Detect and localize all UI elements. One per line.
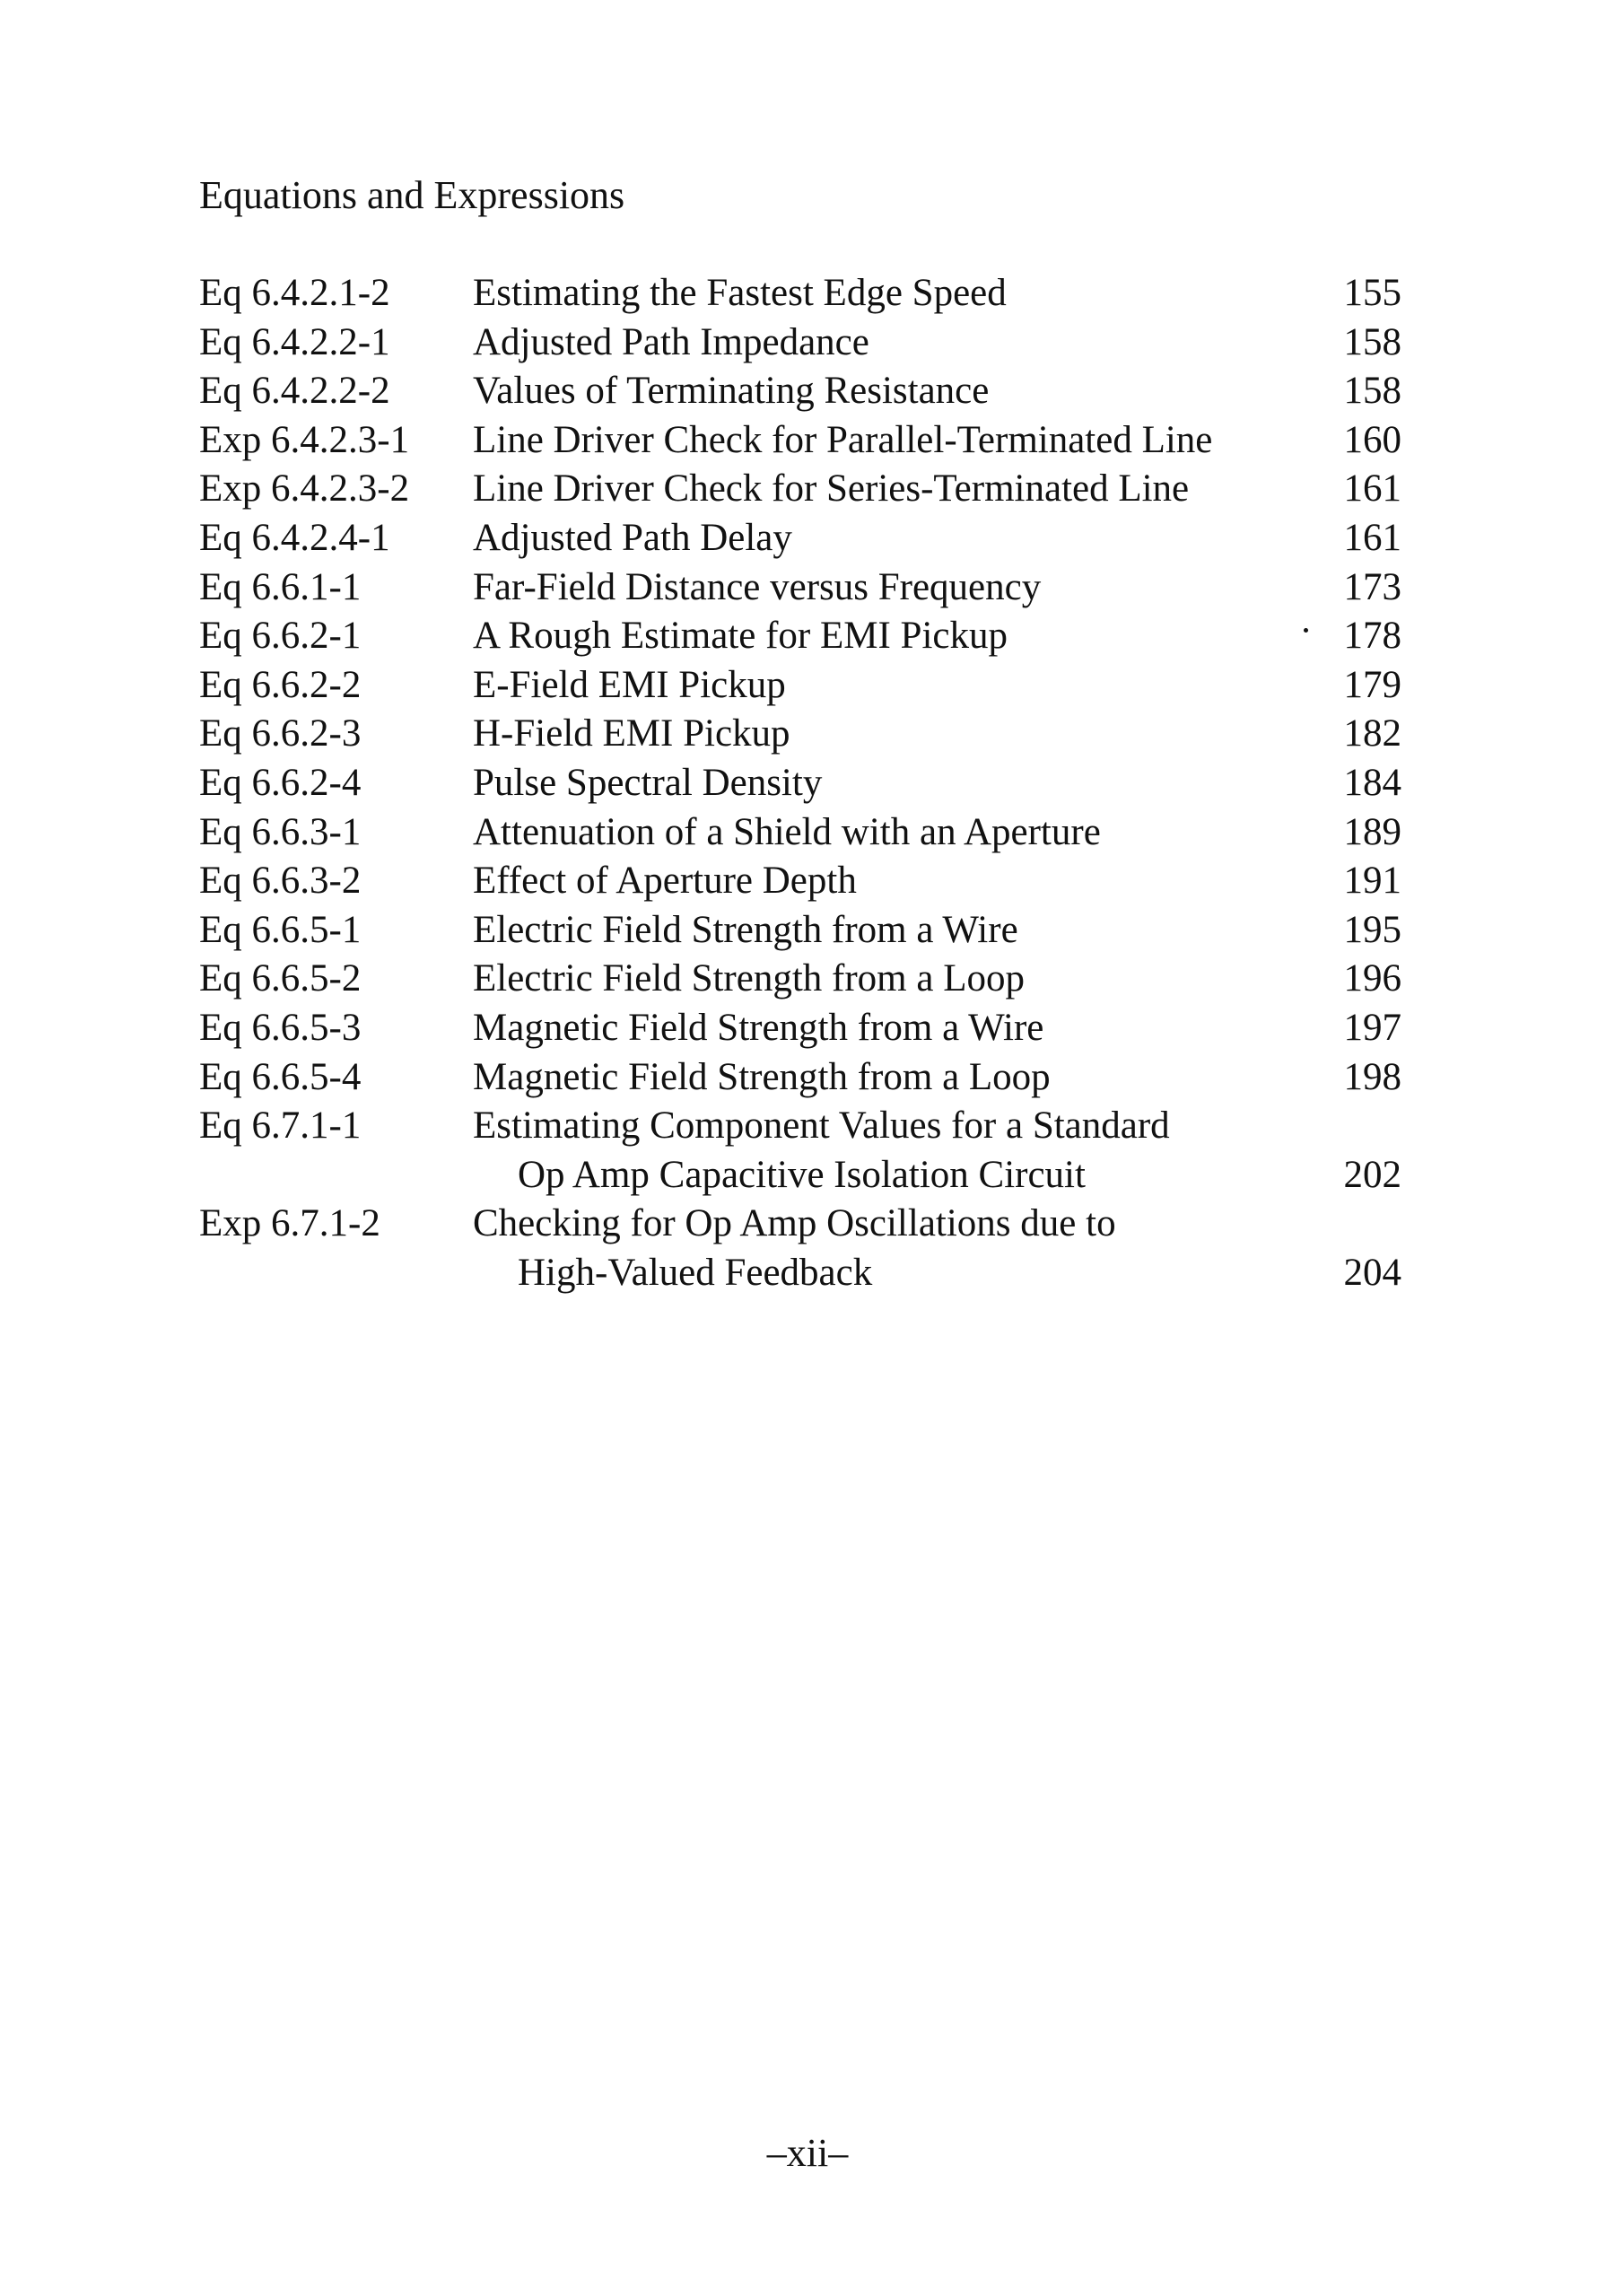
equation-id: Eq 6.6.2-2: [199, 663, 362, 706]
list-item: [199, 857, 1401, 906]
equation-title: Line Driver Check for Parallel-Terminated Line: [473, 418, 1213, 461]
equation-title: A Rough Estimate for EMI Pickup: [473, 615, 1008, 658]
equation-title: Magnetic Field Strength from a Loop: [473, 1055, 1051, 1098]
equation-title: Electric Field Strength from a Wire: [473, 908, 1018, 951]
equation-id: Eq 6.4.2.2-2: [199, 370, 390, 413]
list-item: [199, 1200, 1401, 1249]
page-number: 198: [1343, 1055, 1401, 1098]
list-item: [199, 269, 1401, 319]
page-number: 158: [1343, 320, 1401, 363]
list-item: [199, 955, 1401, 1004]
equation-title: Estimating Component Values for a Standard: [473, 1104, 1170, 1148]
equation-id: Eq 6.6.3-2: [199, 860, 362, 903]
page-number: 155: [1343, 272, 1401, 314]
equation-title: Magnetic Field Strength from a Wire: [473, 1006, 1044, 1049]
equation-id: Eq 6.4.2.1-2: [199, 272, 390, 314]
equation-list: [199, 269, 1401, 1297]
equation-id: Eq 6.4.2.2-1: [199, 320, 390, 363]
equation-id: Eq 6.7.1-1: [199, 1104, 362, 1148]
equation-title: Attenuation of a Shield with an Aperture: [473, 810, 1101, 853]
list-item: [199, 906, 1401, 956]
equation-title: Pulse Spectral Density: [473, 761, 823, 804]
page-number: 184: [1343, 761, 1401, 804]
equation-id: Eq 6.6.5-1: [199, 908, 362, 951]
page-number: 158: [1343, 370, 1401, 413]
equation-id: Eq 6.6.5-2: [199, 957, 362, 1000]
list-item: [199, 465, 1401, 514]
list-item: [199, 1004, 1401, 1053]
page-number: 161: [1343, 467, 1401, 511]
equation-id: Eq 6.6.5-4: [199, 1055, 362, 1098]
equation-id: Eq 6.6.3-1: [199, 810, 362, 853]
list-item: [199, 416, 1401, 466]
page-number: 195: [1343, 908, 1401, 951]
equation-id: Exp 6.7.1-2: [199, 1202, 380, 1245]
list-item: [199, 759, 1401, 808]
equation-title-continuation: Op Amp Capacitive Isolation Circuit: [518, 1153, 1086, 1196]
page-number: 189: [1343, 810, 1401, 853]
print-speck: [1304, 628, 1308, 633]
equation-id: Eq 6.4.2.4-1: [199, 516, 390, 559]
equation-title-continuation: High-Valued Feedback: [518, 1251, 873, 1294]
equation-title: Effect of Aperture Depth: [473, 860, 857, 903]
equation-title: Adjusted Path Delay: [473, 516, 792, 559]
equation-title: Estimating the Fastest Edge Speed: [473, 272, 1007, 314]
page-folio: –xii–: [766, 2131, 849, 2175]
list-item: [199, 808, 1401, 858]
page-number: 182: [1343, 712, 1401, 755]
list-item: [199, 319, 1401, 368]
list-item: [199, 710, 1401, 759]
list-item: [199, 661, 1401, 711]
page-number: 179: [1343, 663, 1401, 706]
page-number: 160: [1343, 418, 1401, 461]
list-item: [199, 1053, 1401, 1103]
list-item-continuation: [199, 1151, 1401, 1200]
list-item: [199, 612, 1401, 661]
equation-title: E-Field EMI Pickup: [473, 663, 786, 706]
page-number: 161: [1343, 516, 1401, 559]
equation-id: Eq 6.6.5-3: [199, 1006, 362, 1049]
equation-id: Eq 6.6.2-3: [199, 712, 362, 755]
page-number: 191: [1343, 860, 1401, 903]
equation-title: Line Driver Check for Series-Terminated Line: [473, 467, 1190, 511]
list-item-continuation: [199, 1249, 1401, 1298]
page-number: 178: [1343, 615, 1401, 658]
list-item: [199, 1102, 1401, 1151]
equation-title: Checking for Op Amp Oscillations due to: [473, 1202, 1116, 1245]
list-item: [199, 514, 1401, 563]
equation-title: H-Field EMI Pickup: [473, 712, 790, 755]
section-heading: Equations and Expressions: [199, 173, 625, 217]
equation-id: Exp 6.4.2.3-2: [199, 467, 410, 511]
page-number: 173: [1343, 565, 1401, 608]
equation-id: Eq 6.6.1-1: [199, 565, 362, 608]
list-item: [199, 563, 1401, 613]
page-number: 197: [1343, 1006, 1401, 1049]
list-item: [199, 367, 1401, 416]
equation-title: Adjusted Path Impedance: [473, 320, 869, 363]
page-number: 202: [1343, 1153, 1401, 1196]
equation-id: Eq 6.6.2-1: [199, 615, 362, 658]
equation-id: Exp 6.4.2.3-1: [199, 418, 410, 461]
equation-title: Values of Terminating Resistance: [473, 370, 990, 413]
equation-title: Electric Field Strength from a Loop: [473, 957, 1025, 1000]
equation-id: Eq 6.6.2-4: [199, 761, 362, 804]
equation-title: Far-Field Distance versus Frequency: [473, 565, 1042, 608]
page-number: 196: [1343, 957, 1401, 1000]
page-number: 204: [1343, 1251, 1401, 1294]
